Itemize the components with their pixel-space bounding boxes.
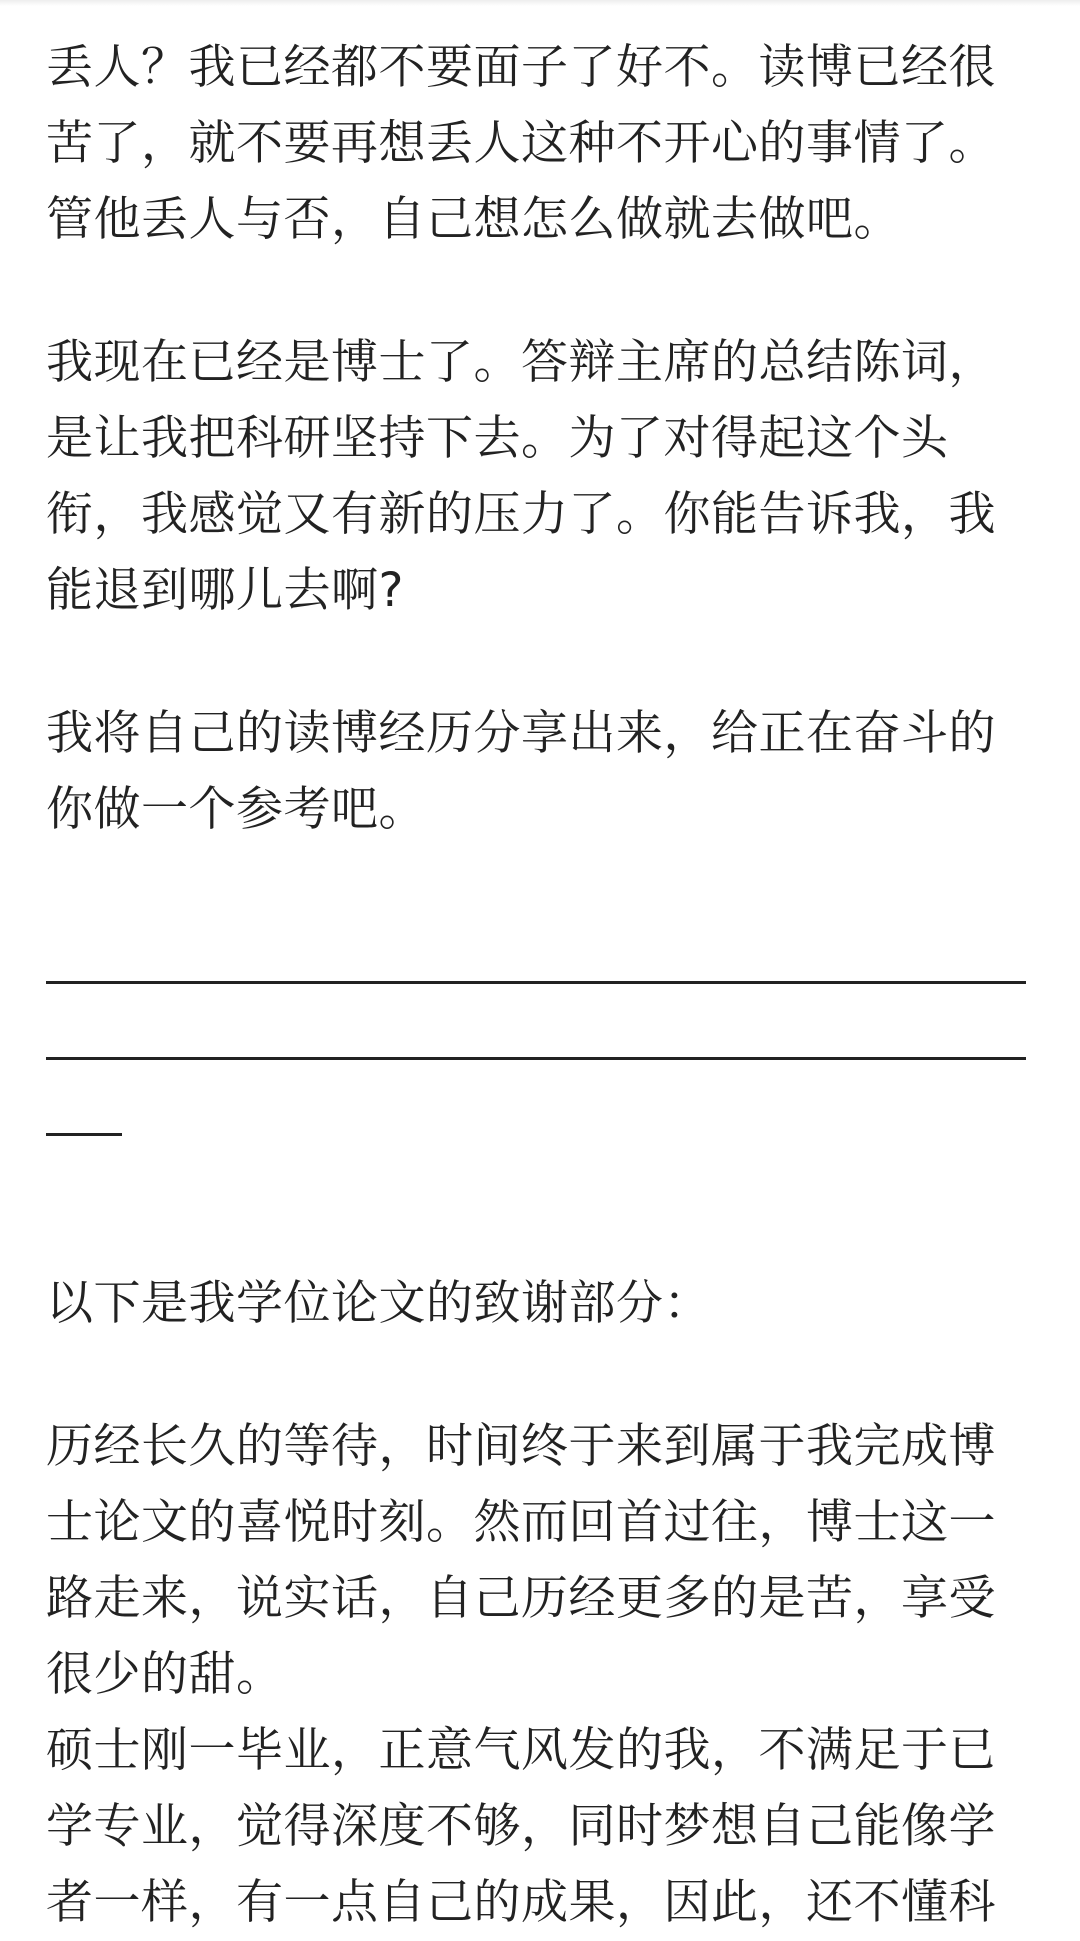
article-body [46,30,1036,1941]
text-line: 丢人？我已经都不要面子了好不。读博已经很 [46,40,996,95]
divider-line [46,943,1036,1019]
text-line: 士论文的喜悦时刻。然而回首过往，博士这一 [46,1495,996,1550]
text-line: 路走来，说实话，自己历经更多的是苦，享受 [46,1571,996,1626]
paragraph-gap [46,848,1036,943]
text-line: 很少的甜。 [46,1647,284,1702]
paragraph [46,1409,1036,1941]
text-line: 管他丢人与否，自己想怎么做就去做吧。 [46,192,901,247]
section-divider [46,943,1036,1171]
text-line: 我现在已经是博士了。答辩主席的总结陈词， [46,335,996,390]
text-line: 是让我把科研坚持下去。为了对得起这个头 [46,411,949,466]
divider-line [46,1019,1036,1095]
paragraph [46,30,1036,258]
text-line: 衔，我感觉又有新的压力了。你能告诉我，我 [46,487,996,542]
text-line: 硕士刚一毕业，正意气风发的我，不满足于已 [46,1723,996,1778]
paragraph-gap [46,1342,1036,1409]
paragraph [46,325,1036,629]
top-edge-shadow [0,0,1080,6]
text-line: 学专业，觉得深度不够，同时梦想自己能像学 [46,1799,996,1854]
paragraph-gap [46,629,1036,696]
text-line: 你做一个参考吧。 [46,782,426,837]
paragraph-gap [46,258,1036,325]
paragraph [46,696,1036,848]
paragraph [46,1266,1036,1342]
paragraph-gap [46,1171,1036,1266]
text-line: 苦了，就不要再想丢人这种不开心的事情了。 [46,116,996,171]
text-line: 者一样，有一点自己的成果，因此，还不懂科 [46,1875,996,1930]
text-line: 历经长久的等待，时间终于来到属于我完成博 [46,1419,996,1474]
text-line: 能退到哪儿去啊? [46,563,404,618]
text-line: 以下是我学位论文的致谢部分： [46,1276,711,1331]
divider-line [46,1095,1036,1171]
text-line: 我将自己的读博经历分享出来，给正在奋斗的 [46,706,996,761]
